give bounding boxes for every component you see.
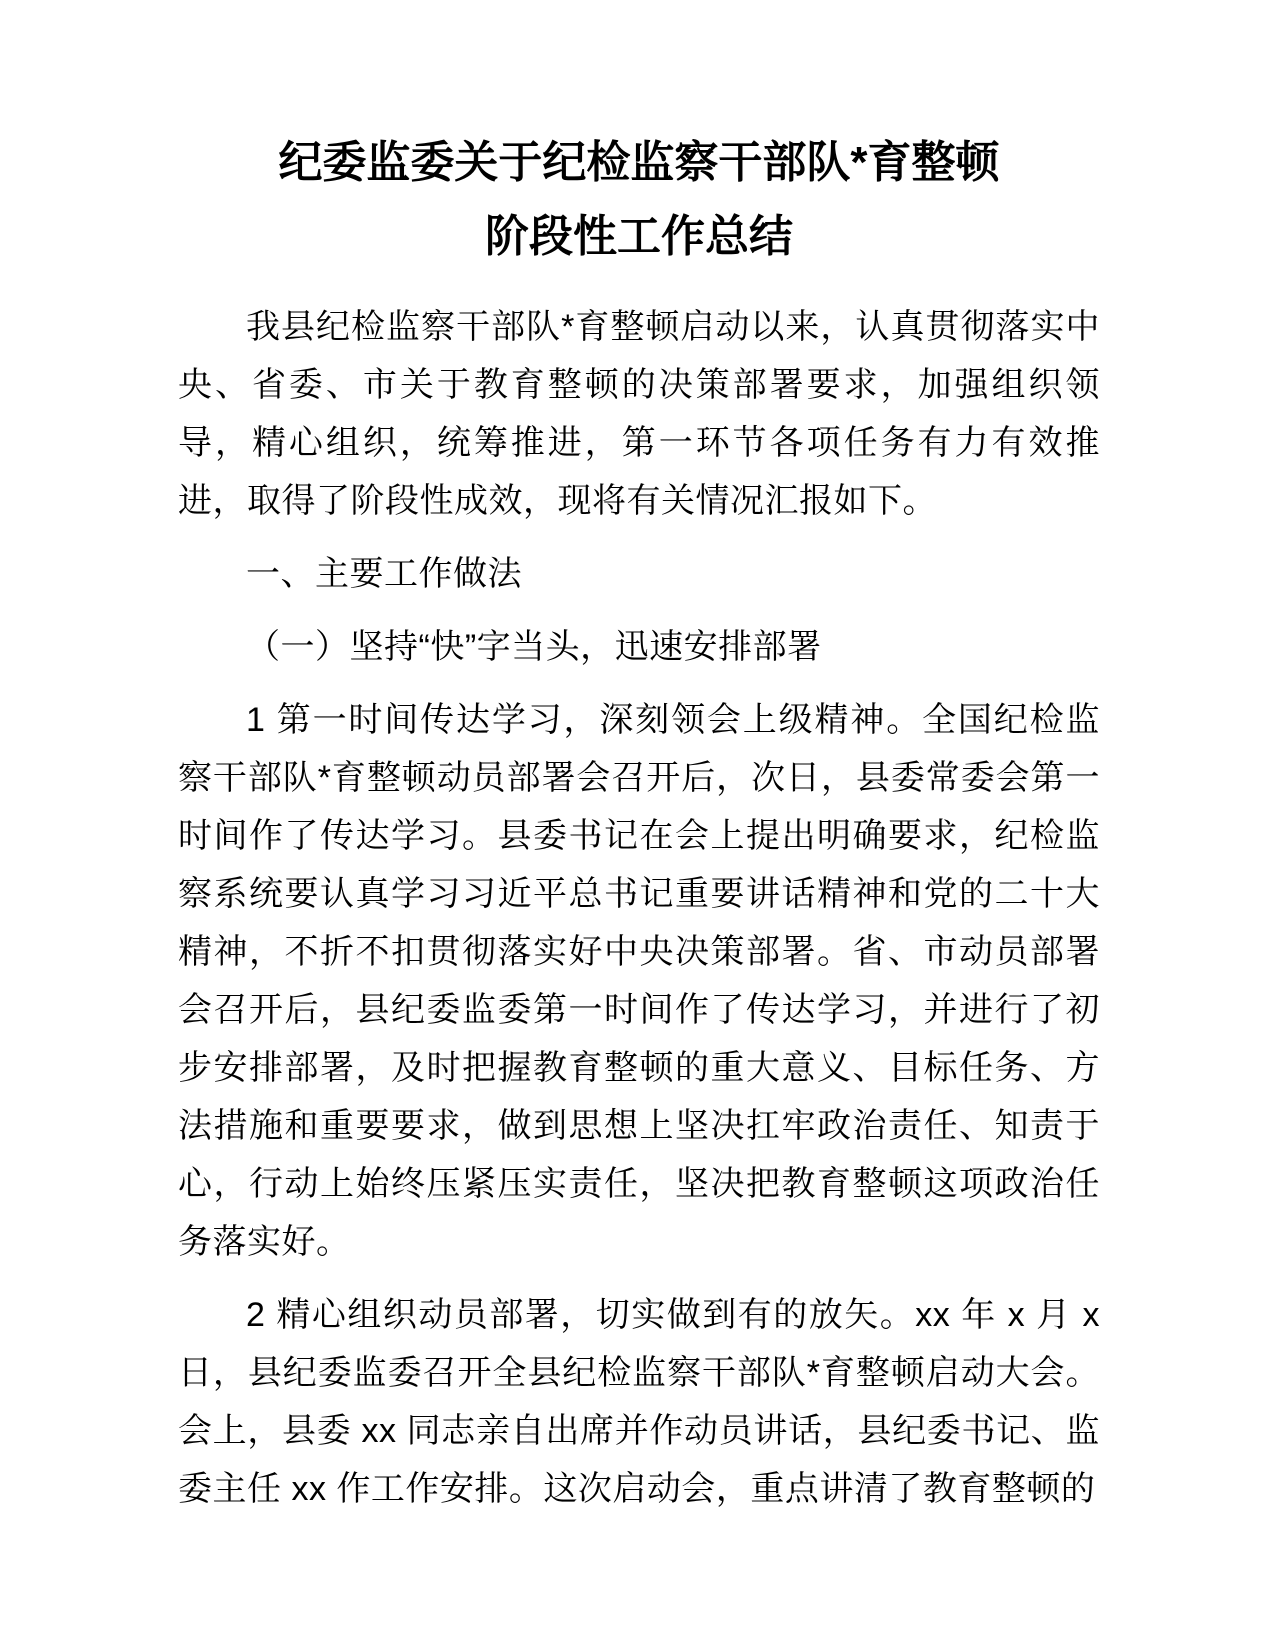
paragraph-intro: 我县纪检监察干部队*育整顿启动以来，认真贯彻落实中央、省委、市关于教育整顿的决策部署要求，加强组织领导，精心组织，统筹推进，第一环节各项任务有力有效推进，取得了阶段性成效，现将有关情况汇报如下。 <box>178 308 1100 520</box>
title-line-1: 纪委监委关于纪检监察干部队*育整顿 <box>278 138 1000 187</box>
document-title <box>178 126 1100 274</box>
title-line-2: 阶段性工作总结 <box>485 212 793 261</box>
section-heading-main-practices: 一、主要工作做法 <box>246 555 522 593</box>
paragraph-item-1-study: 1 第一时间传达学习，深刻领会上级精神。全国纪检监察干部队*育整顿动员部署会召开后，次日，县委常委会第一时间作了传达学习。县委书记在会上提出明确要求，纪检监察系统要认真学习习近平总书记重要讲话精神和党的二十大精神，不折不扣贯彻落实好中央决策部署。省、市动员部署会召开后，县纪委监委第一时间作了传达学习，并进行了初步安排部署，及时把握教育整顿的重大意义、目标任务、方法措施和重要要求，做到思想上坚决扛牢政治责任、知责于心，行动上始终压紧压实责任，坚决把教育整顿这项政治任务落实好。 <box>178 701 1100 1261</box>
paragraph-item-2-mobilization: 2 精心组织动员部署，切实做到有的放矢。xx 年 x 月 x 日，县纪委监委召开全县纪检监察干部队*育整顿启动大会。会上，县委 xx 同志亲自出席并作动员讲话，县纪委书记、监委主任 xx 作工作安排。这次启动会，重点讲清了教育整顿的 <box>178 1296 1100 1508</box>
subsection-heading-quick-deployment: （一）坚持“快”字当头，迅速安排部署 <box>246 628 822 666</box>
